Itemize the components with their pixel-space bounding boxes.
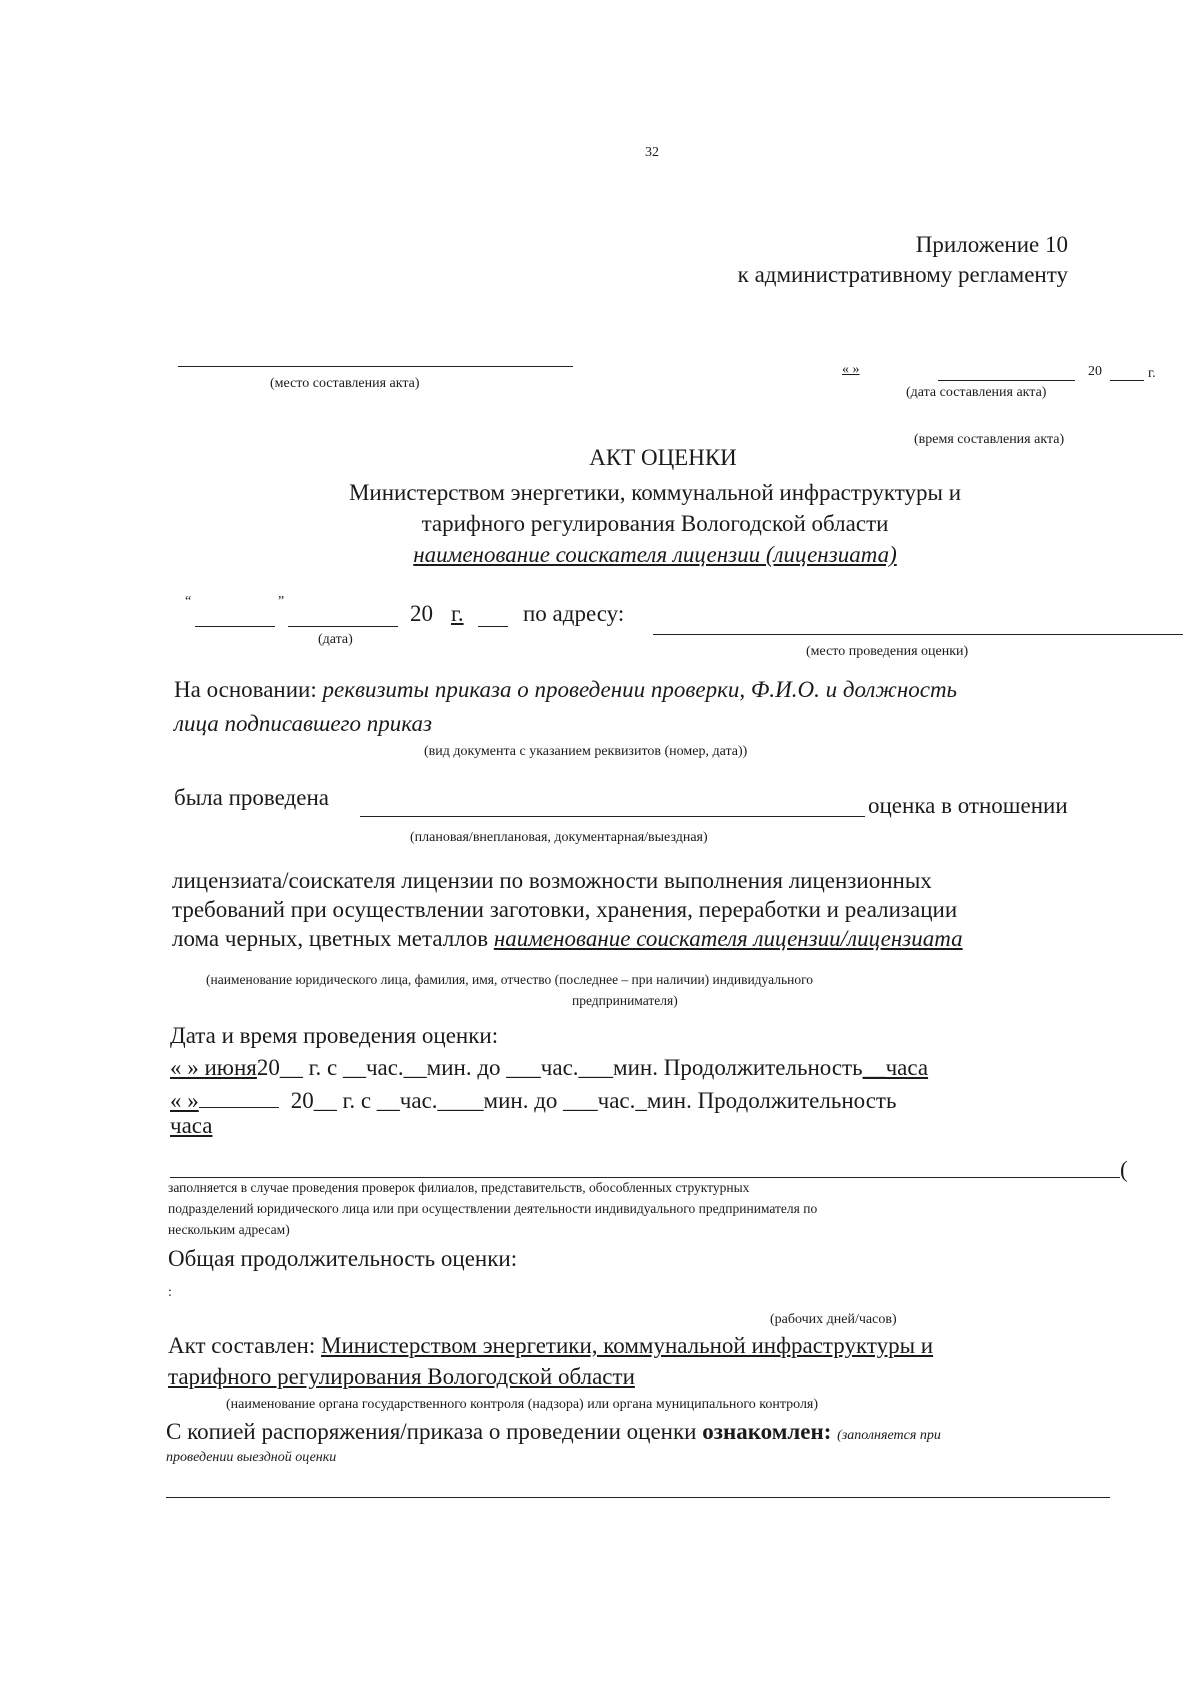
copy-note2: проведении выездной оценки: [166, 1450, 337, 1465]
total-caption: (рабочих дней/часов): [770, 1312, 897, 1327]
compiled-org-line2: тарифного регулирования Вологодской области: [168, 1364, 635, 1389]
conducted-prefix: была проведена: [174, 785, 329, 810]
basis-text-line2: лица подписавшего приказ: [174, 711, 432, 736]
date-close-quote: ”: [278, 594, 285, 609]
conducted-suffix: оценка в отношении: [868, 793, 1068, 818]
place-caption: (место составления акта): [270, 376, 420, 391]
compiled-caption: (наименование органа государственного контроля (надзора) или органа муниципального контроля): [226, 1397, 819, 1412]
assessment-place-caption: (место проведения оценки): [806, 644, 969, 659]
basis-prefix: На основании:: [174, 677, 317, 702]
act-date-quotes: « »: [842, 362, 860, 377]
date-caption: (дата): [318, 632, 353, 647]
subject-line2: требований при осуществлении заготовки, хранения, переработки и реализации: [172, 897, 958, 922]
act-date-caption: (дата составления акта): [906, 385, 1047, 400]
conducted-type-line: [360, 816, 865, 817]
act-title: АКТ ОЦЕНКИ: [589, 445, 737, 470]
act-date-year-line: [1110, 380, 1144, 381]
copy-acknowledged: ознакомлен:: [702, 1419, 832, 1444]
subject-caption-line2: предпринимателя): [572, 993, 678, 1008]
act-ministry-line1: Министерством энергетики, коммунальной инфраструктуры и: [348, 480, 962, 505]
compiled-org-line1: Министерством энергетики, коммунальной инфраструктуры и: [321, 1333, 934, 1358]
total-mark: :: [168, 1285, 172, 1300]
compiled-prefix: Акт составлен:: [168, 1333, 316, 1358]
conducted-caption: (плановая/внеплановая, документарная/выездная): [410, 830, 708, 845]
date-year: 20: [410, 601, 433, 626]
date-open-quote: “: [185, 594, 192, 609]
branches-caption-line1: заполняется в случае проведения проверок филиалов, представительств, обособленных структурных: [168, 1180, 750, 1195]
place-field-line: [178, 366, 573, 367]
copy-row: [166, 1419, 941, 1445]
copy-text: С копией распоряжения/приказа о проведении оценки: [166, 1419, 697, 1444]
datetime-row2-date: « »: [170, 1088, 199, 1113]
page-number: 32: [645, 145, 659, 160]
branches-paren: (: [1120, 1157, 1128, 1182]
subject-line3-prefix: лома черных, цветных металлов: [172, 926, 489, 951]
datetime-row2-month-line: [199, 1107, 279, 1108]
date-day-line: [195, 626, 275, 627]
basis-text-line1: реквизиты приказа о проведении проверки, Ф.И.О. и должность: [322, 677, 958, 702]
act-applicant-name: наименование соискателя лицензии (лицензиата): [413, 542, 897, 567]
copy-note1: (заполняется при: [837, 1428, 941, 1443]
total-heading: Общая продолжительность оценки:: [168, 1246, 518, 1271]
branches-caption-line3: нескольким адресам): [168, 1222, 290, 1237]
subject-line3: [172, 926, 963, 952]
datetime-row1-hours: __часа: [862, 1055, 929, 1080]
datetime-row2-rest: 20__ г. с __час.____мин. до ___час._мин. Продолжительность: [290, 1088, 897, 1113]
basis-caption: (вид документа с указанием реквизитов (номер, дата)): [424, 744, 748, 759]
date-month-line: [288, 626, 398, 627]
act-ministry-line2: тарифного регулирования Вологодской области: [421, 511, 889, 536]
datetime-row1: [170, 1055, 928, 1081]
act-date-year-suffix: г.: [1148, 366, 1156, 381]
act-date-month-line: [938, 380, 1075, 381]
address-label: по адресу:: [523, 601, 625, 626]
branches-line: [170, 1177, 1120, 1178]
act-time-caption: (время составления акта): [914, 432, 1065, 447]
date-year-suffix: г.: [451, 601, 464, 626]
compiled-line1-row: [168, 1333, 933, 1359]
datetime-row2: [170, 1088, 896, 1114]
subject-caption-line1: (наименование юридического лица, фамилия, имя, отчество (последнее – при наличии) индивидуального: [206, 972, 814, 987]
datetime-row3: часа: [170, 1113, 213, 1138]
act-date-year: 20: [1088, 364, 1102, 379]
signature-line: [166, 1497, 1110, 1498]
subject-applicant-name: наименование соискателя лицензии/лицензиата: [493, 926, 963, 951]
basis-paragraph: [174, 677, 957, 703]
datetime-row1-rest: 20__ г. с __час.__мин. до ___час.___мин. Продолжительность: [256, 1055, 863, 1080]
datetime-row1-date: « » июня: [170, 1055, 257, 1080]
appendix-title: Приложение 10: [915, 232, 1068, 257]
branches-caption-line2: подразделений юридического лица или при осуществлении деятельности индивидуального предпринимателя по: [168, 1201, 818, 1216]
datetime-heading: Дата и время проведения оценки:: [170, 1023, 499, 1048]
address-line: [653, 634, 1183, 635]
subject-line1: лицензиата/соискателя лицензии по возможности выполнения лицензионных: [172, 868, 932, 893]
date-year-line: [478, 626, 508, 627]
appendix-subtitle: к административному регламенту: [737, 262, 1068, 287]
